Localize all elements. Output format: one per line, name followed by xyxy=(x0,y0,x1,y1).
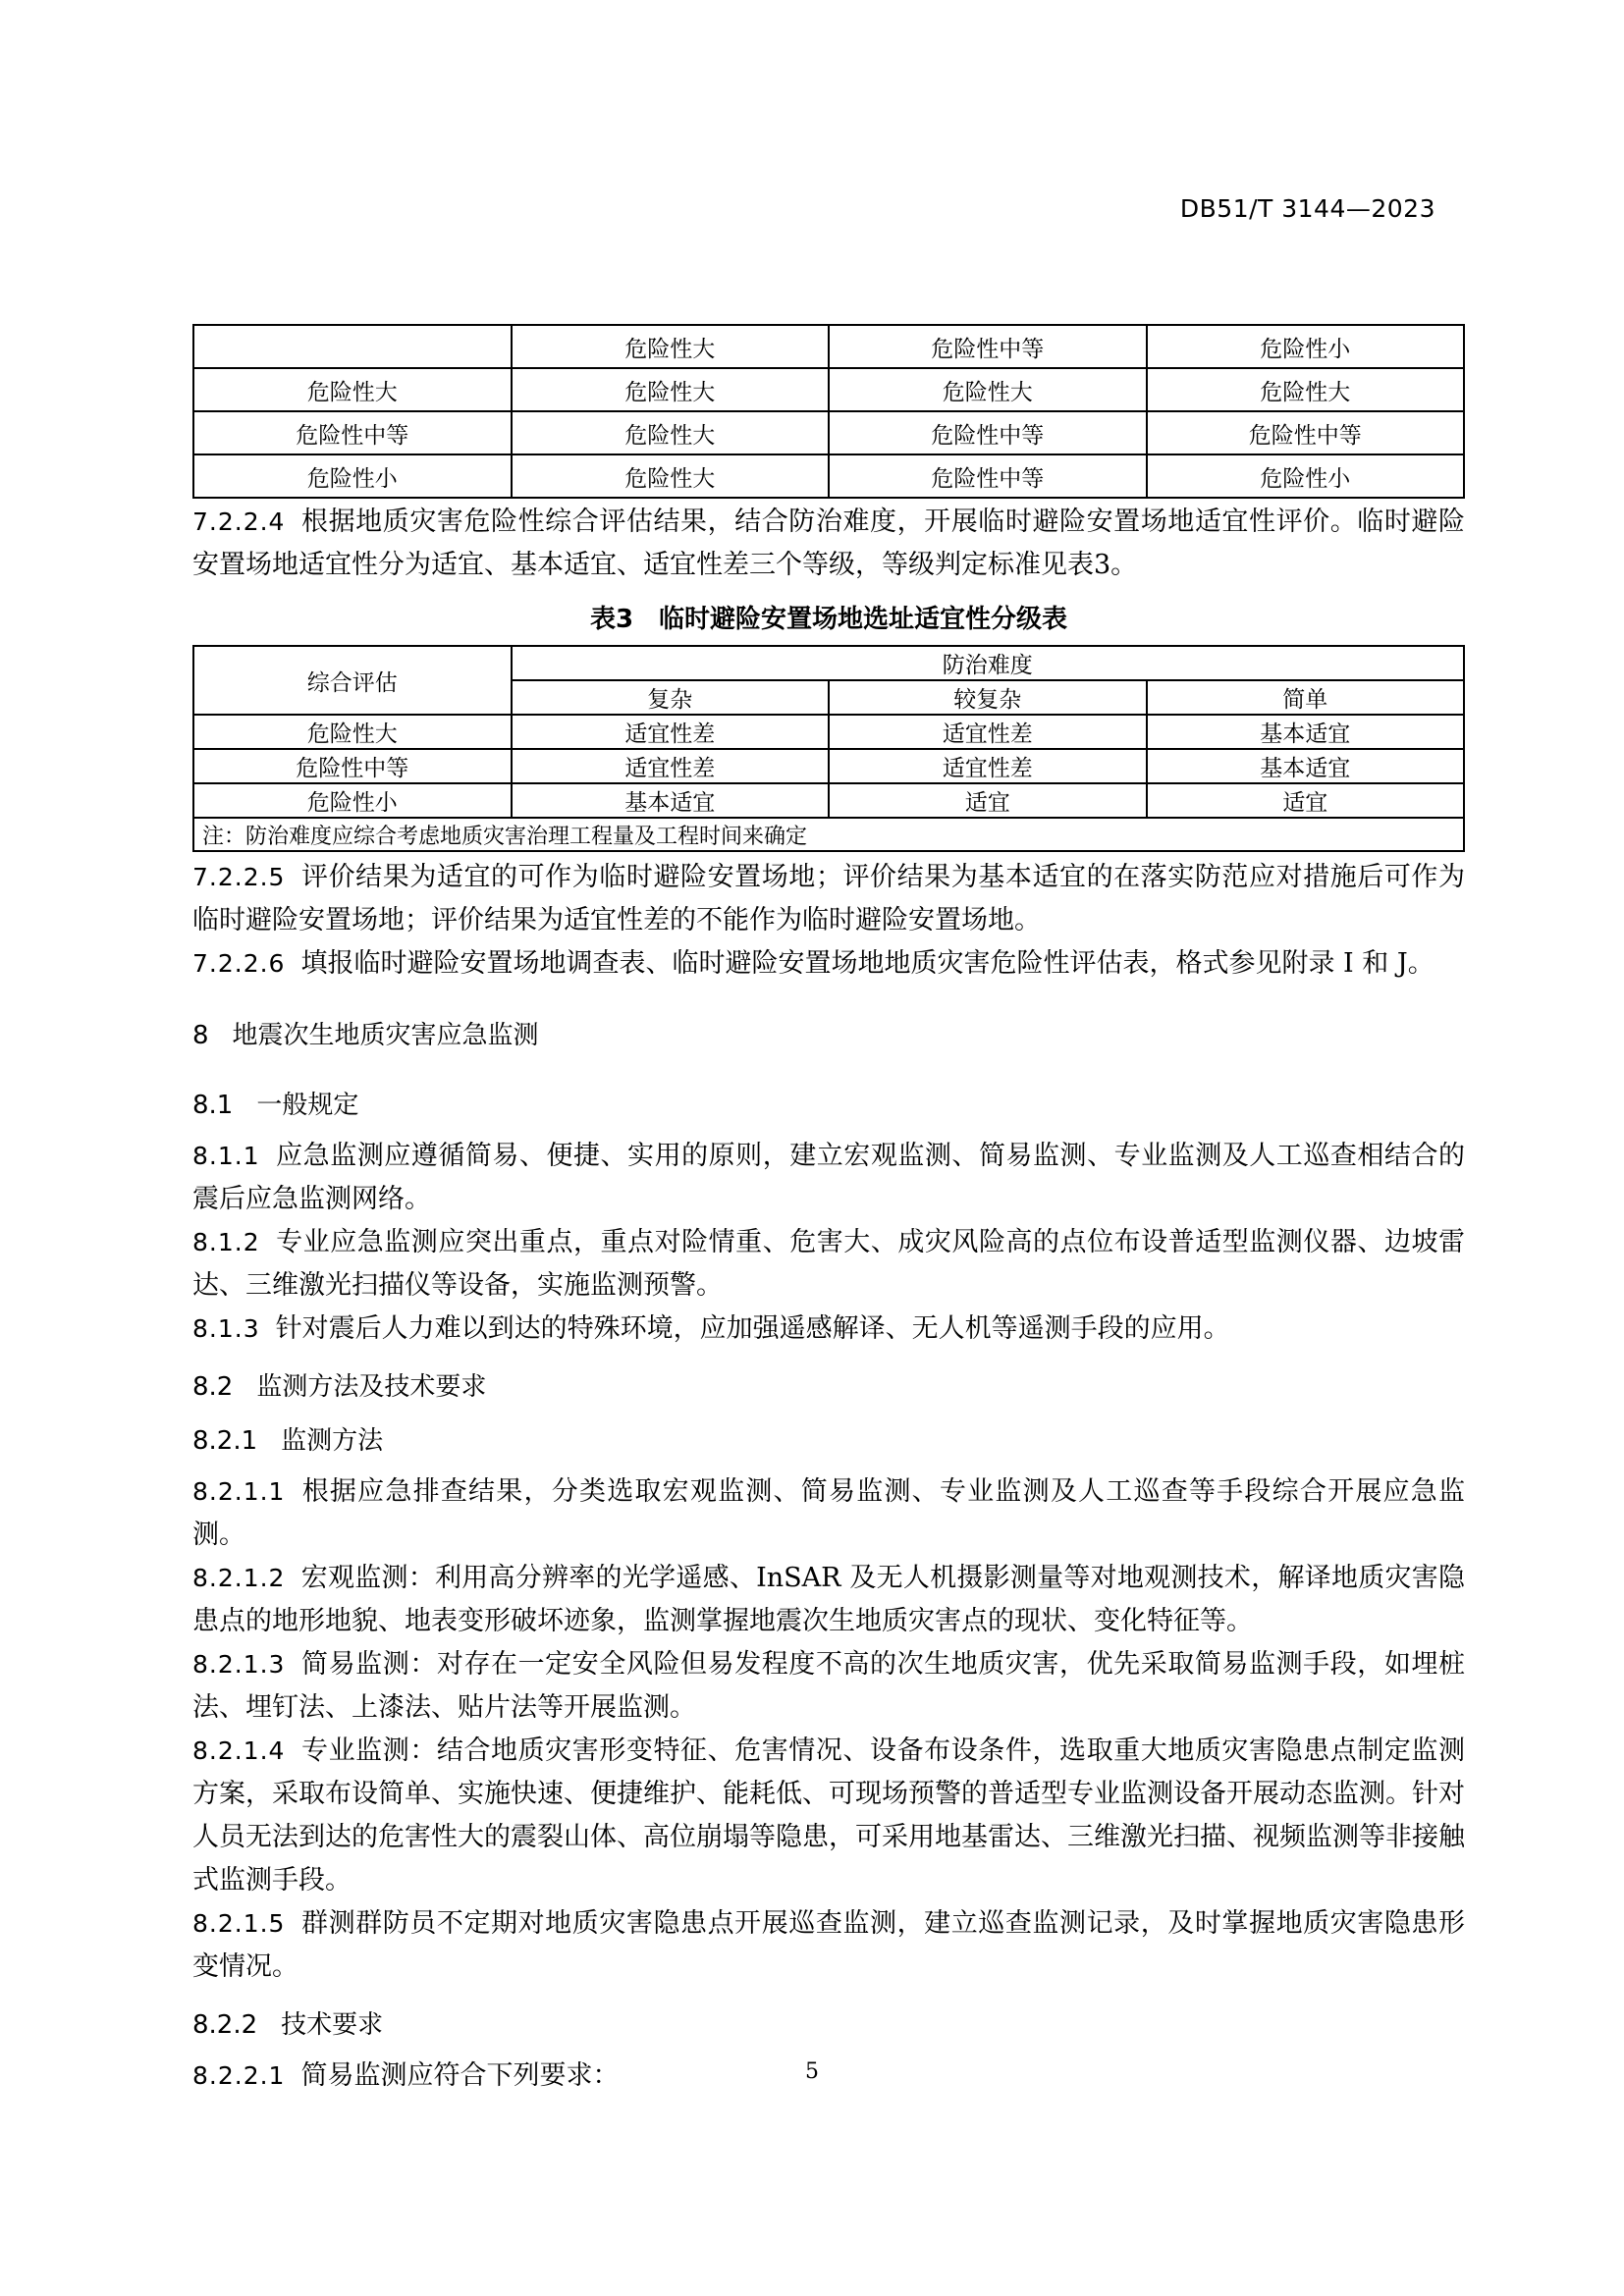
table-caption: 表3 临时避险安置场地选址适宜性分级表 xyxy=(589,605,1068,634)
table-cell: 危险性中等 xyxy=(829,411,1147,454)
heading-title: 技术要求 xyxy=(281,2010,384,2040)
clause-8-2-1-3 xyxy=(192,1643,1465,1730)
table-row xyxy=(193,325,1464,368)
clause-text: 根据地质灾害危险性综合评估结果，结合防治难度，开展临时避险安置场地适宜性评价。临时避险安置场地适宜性分为适宜、基本适宜、适宜性差三个等级，等级判定标准见表3。 xyxy=(192,507,1465,580)
table-row xyxy=(193,783,1464,818)
table-cell: 危险性大 xyxy=(1147,368,1465,411)
clause-number: 8.1.2 xyxy=(192,1228,260,1256)
table-cell: 危险性大 xyxy=(193,715,512,749)
page-content xyxy=(192,324,1465,2098)
page-number: 5 xyxy=(805,2059,819,2084)
table-cell xyxy=(193,325,512,368)
table-cell: 基本适宜 xyxy=(512,783,830,818)
heading-number: 8.1 xyxy=(192,1091,234,1120)
heading-title: 一般规定 xyxy=(256,1091,359,1120)
table-corner-header: 综合评估 xyxy=(193,646,512,715)
table-subheader: 简单 xyxy=(1147,680,1465,715)
table-cell: 危险性大 xyxy=(193,368,512,411)
clause-8-2-1-1 xyxy=(192,1470,1465,1557)
document-id: DB51/T 3144—2023 xyxy=(1179,194,1435,223)
clause-text: 针对震后人力难以到达的特殊环境，应加强遥感解译、无人机等遥测手段的应用。 xyxy=(275,1313,1230,1344)
table-cell: 危险性大 xyxy=(512,454,830,498)
clause-8-1-1 xyxy=(192,1135,1465,1221)
heading-title: 监测方法及技术要求 xyxy=(256,1372,487,1402)
clause-8-2-1-5 xyxy=(192,1902,1465,1989)
clause-number: 7.2.2.5 xyxy=(192,863,286,891)
table-cell: 适宜 xyxy=(829,783,1147,818)
section-heading-8-1 xyxy=(192,1085,1465,1121)
clause-number: 7.2.2.4 xyxy=(192,507,286,536)
table-cell: 危险性中等 xyxy=(193,749,512,783)
section-heading-8 xyxy=(192,1015,1465,1051)
table-cell: 适宜性差 xyxy=(512,715,830,749)
clause-8-1-2 xyxy=(192,1221,1465,1308)
table-row xyxy=(193,749,1464,783)
table-cell: 危险性中等 xyxy=(1147,411,1465,454)
clause-text: 根据应急排查结果，分类选取宏观监测、简易监测、专业监测及人工巡查等手段综合开展应急监测。 xyxy=(192,1476,1465,1550)
table-row xyxy=(193,411,1464,454)
clause-8-2-1-2 xyxy=(192,1557,1465,1643)
table-row xyxy=(193,715,1464,749)
clause-text: 简易监测：对存在一定安全风险但易发程度不高的次生地质灾害，优先采取简易监测手段，如埋桩法、埋钉法、上漆法、贴片法等开展监测。 xyxy=(192,1649,1465,1723)
table-group-header: 防治难度 xyxy=(512,646,1465,680)
clause-7-2-2-4 xyxy=(192,501,1465,587)
clause-7-2-2-6 xyxy=(192,942,1465,986)
clause-number: 8.1.3 xyxy=(192,1314,260,1343)
clause-text: 评价结果为适宜的可作为临时避险安置场地；评价结果为基本适宜的在落实防范应对措施后可作为临时避险安置场地；评价结果为适宜性差的不能作为临时避险安置场地。 xyxy=(192,862,1465,935)
clause-number: 8.2.1.4 xyxy=(192,1736,286,1765)
section-heading-8-2-2 xyxy=(192,2004,1465,2041)
heading-title: 监测方法 xyxy=(281,1426,384,1456)
table-cell: 基本适宜 xyxy=(1147,715,1465,749)
clause-text: 群测群防员不定期对地质灾害隐患点开展巡查监测，建立巡查监测记录，及时掌握地质灾害隐患形变情况。 xyxy=(192,1908,1465,1982)
table-cell: 危险性大 xyxy=(829,368,1147,411)
clause-text: 专业应急监测应突出重点，重点对险情重、危害大、成灾风险高的点位布设普适型监测仪器、边坡雷达、三维激光扫描仪等设备，实施监测预警。 xyxy=(192,1227,1465,1301)
table-row xyxy=(193,818,1464,851)
clause-text: 应急监测应遵循简易、便捷、实用的原则，建立宏观监测、简易监测、专业监测及人工巡查相结合的震后应急监测网络。 xyxy=(192,1141,1465,1214)
table-cell: 危险性小 xyxy=(1147,454,1465,498)
clause-number: 8.2.1.3 xyxy=(192,1650,286,1679)
heading-number: 8.2 xyxy=(192,1372,234,1402)
clause-number: 8.1.1 xyxy=(192,1142,260,1170)
section-heading-8-2-1 xyxy=(192,1420,1465,1457)
heading-number: 8 xyxy=(192,1021,209,1050)
table-row xyxy=(193,454,1464,498)
clause-text: 专业监测：结合地质灾害形变特征、危害情况、设备布设条件，选取重大地质灾害隐患点制定监测方案，采取布设简单、实施快速、便捷维护、能耗低、可现场预警的普适型专业监测设备开展动态监测。针对人员无法到达的危害性大的震裂山体、高位崩塌等隐患，可采用地基雷达、三维激光扫描、视频监测等非接触式监测手段。 xyxy=(192,1735,1465,1896)
heading-number: 8.2.1 xyxy=(192,1426,258,1456)
table-cell: 适宜性差 xyxy=(829,749,1147,783)
heading-number: 8.2.2 xyxy=(192,2010,258,2040)
table-cell: 适宜性差 xyxy=(512,749,830,783)
clause-number: 8.2.1.1 xyxy=(192,1477,286,1506)
table-cell: 基本适宜 xyxy=(1147,749,1465,783)
heading-title: 地震次生地质灾害应急监测 xyxy=(232,1021,539,1050)
table-row xyxy=(193,368,1464,411)
clause-number: 8.2.2.1 xyxy=(192,2061,286,2090)
clause-text: 宏观监测：利用高分辨率的光学遥感、InSAR 及无人机摄影测量等对地观测技术，解译地质灾害隐患点的地形地貌、地表变形破坏迹象，监测掌握地震次生地质灾害点的现状、变化特征等。 xyxy=(192,1563,1465,1636)
table-cell: 危险性小 xyxy=(1147,325,1465,368)
clause-8-2-1-4 xyxy=(192,1730,1465,1902)
section-heading-8-2 xyxy=(192,1366,1465,1403)
table-cell: 危险性小 xyxy=(193,454,512,498)
table-cell: 适宜 xyxy=(1147,783,1465,818)
suitability-table xyxy=(192,645,1465,852)
table-cell: 危险性小 xyxy=(193,783,512,818)
clause-8-1-3 xyxy=(192,1308,1465,1351)
clause-7-2-2-5 xyxy=(192,856,1465,942)
table-subheader: 复杂 xyxy=(512,680,830,715)
table-cell: 危险性大 xyxy=(512,368,830,411)
table-cell: 危险性中等 xyxy=(193,411,512,454)
table-note: 注：防治难度应综合考虑地质灾害治理工程量及工程时间来确定 xyxy=(193,818,1464,851)
table-subheader: 较复杂 xyxy=(829,680,1147,715)
table-cell: 危险性大 xyxy=(512,325,830,368)
table-cell: 危险性大 xyxy=(512,411,830,454)
table-cell: 适宜性差 xyxy=(829,715,1147,749)
hazard-matrix-table xyxy=(192,324,1465,499)
table-row xyxy=(193,646,1464,680)
clause-text: 填报临时避险安置场地调查表、临时避险安置场地地质灾害危险性评估表，格式参见附录 I 和 J。 xyxy=(300,948,1435,979)
clause-number: 8.2.1.5 xyxy=(192,1909,286,1938)
clause-number: 8.2.1.2 xyxy=(192,1564,286,1592)
clause-number: 7.2.2.6 xyxy=(192,949,286,978)
table-cell: 危险性中等 xyxy=(829,325,1147,368)
table-cell: 危险性中等 xyxy=(829,454,1147,498)
clause-text: 简易监测应符合下列要求： xyxy=(300,2060,620,2091)
